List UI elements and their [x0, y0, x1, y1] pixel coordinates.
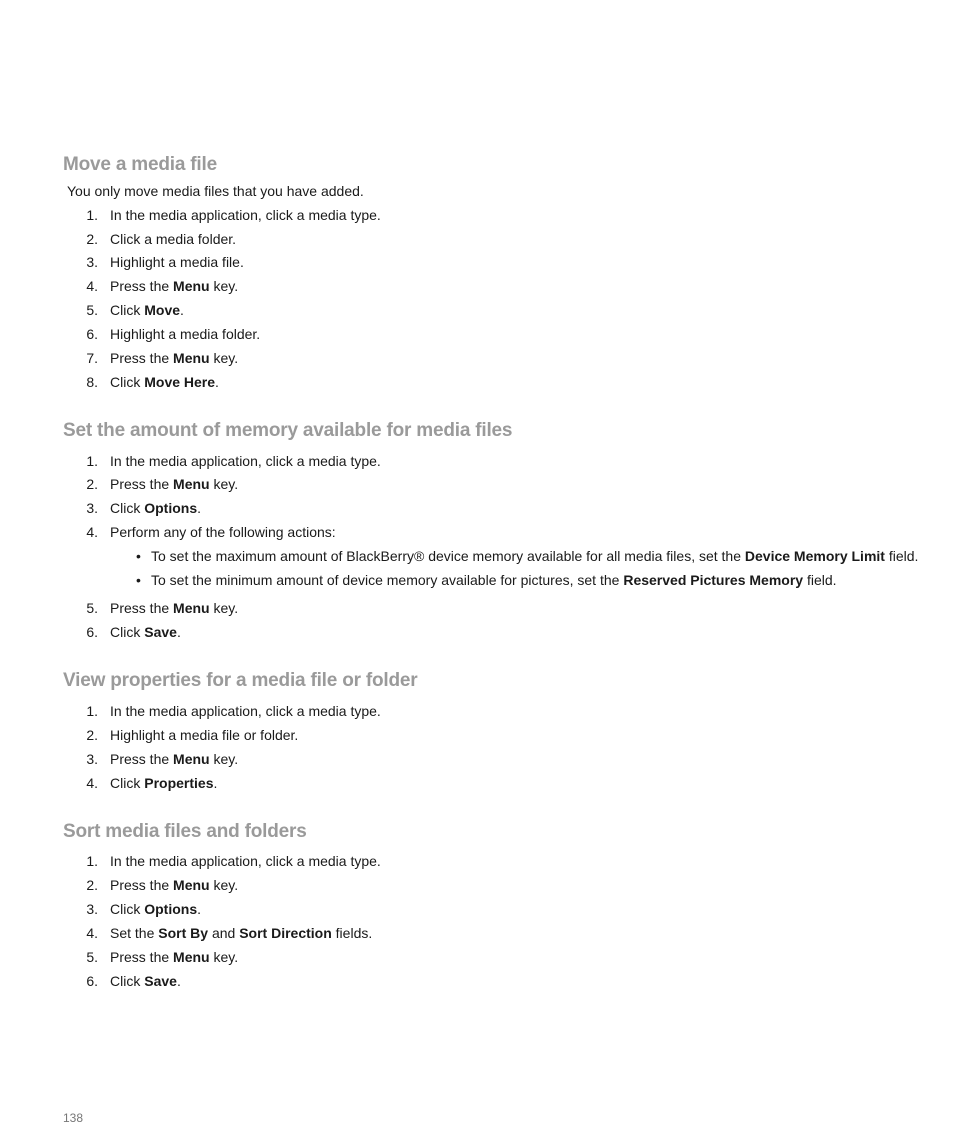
text-run: Press the	[110, 949, 174, 965]
ui-term: Menu	[173, 751, 210, 767]
text-run: key.	[209, 476, 239, 492]
step-number: 1.	[86, 453, 98, 469]
text-run: key.	[209, 751, 239, 767]
step-number: 3.	[86, 500, 98, 516]
step-number: 6.	[86, 326, 98, 342]
step-number: 4.	[86, 278, 98, 294]
text-run: Press the	[110, 751, 174, 767]
step-number: 2.	[86, 727, 98, 743]
text-run: .	[197, 901, 202, 917]
text-run: Click	[110, 973, 145, 989]
step-number: 3.	[86, 751, 98, 767]
step-number: 2.	[86, 877, 98, 893]
text-run: Press the	[110, 877, 174, 893]
ui-term: Menu	[173, 600, 210, 616]
ui-term: Reserved Pictures Memory	[623, 572, 804, 588]
section-heading-set-memory: Set the amount of memory available for media files	[63, 420, 513, 441]
bullet-icon: •	[136, 548, 141, 564]
text-run: field.	[803, 572, 837, 588]
step-text	[110, 302, 184, 318]
step-text	[110, 901, 201, 917]
step-text	[110, 326, 260, 342]
text-run: Click	[110, 624, 145, 640]
text-run: .	[213, 775, 218, 791]
step-number: 6.	[86, 973, 98, 989]
text-run: .	[215, 374, 219, 390]
text-run: key.	[209, 949, 239, 965]
step-number: 5.	[86, 302, 98, 318]
text-run: Press the	[110, 350, 174, 366]
text-run: In the media application, click a media type.	[110, 453, 381, 469]
ui-term: Menu	[173, 877, 210, 893]
step-text	[110, 751, 238, 767]
text-run: Highlight a media file.	[110, 254, 244, 270]
step-text	[110, 853, 381, 869]
text-run: Click a media folder.	[110, 231, 237, 247]
step-number: 4.	[86, 775, 98, 791]
step-text	[110, 350, 238, 366]
text-run: .	[197, 500, 202, 516]
step-text	[110, 727, 298, 743]
ui-term: Properties	[144, 775, 214, 791]
text-run: Press the	[110, 278, 174, 294]
ui-term: Options	[144, 500, 198, 516]
ui-term: Move	[144, 302, 181, 318]
step-number: 3.	[86, 901, 98, 917]
step-text	[110, 775, 217, 791]
step-number: 1.	[86, 853, 98, 869]
bullet-text	[151, 572, 837, 588]
text-run: .	[176, 624, 181, 640]
text-run: In the media application, click a media type.	[110, 207, 381, 223]
step-text	[110, 949, 238, 965]
step-text	[110, 600, 238, 616]
section-heading-sort-media: Sort media files and folders	[63, 821, 307, 842]
step-number: 7.	[86, 350, 98, 366]
ui-term: Options	[144, 901, 198, 917]
bullet-icon: •	[136, 572, 141, 588]
text-run: Press the	[110, 600, 174, 616]
text-run: key.	[209, 350, 239, 366]
text-run: In the media application, click a media type.	[110, 703, 381, 719]
text-run: key.	[209, 877, 239, 893]
section-heading-move-media-file: Move a media file	[63, 154, 217, 175]
text-run: .	[176, 973, 181, 989]
text-run: To set the minimum amount of device memory available for pictures, set the	[151, 572, 624, 588]
text-run: and	[208, 925, 240, 941]
text-run: .	[180, 302, 184, 318]
ui-term: Menu	[173, 350, 210, 366]
section-heading-view-properties: View properties for a media file or folder	[63, 670, 418, 691]
bullet-text	[151, 548, 918, 564]
ui-term: Move Here	[144, 374, 216, 390]
step-text	[110, 925, 372, 941]
step-text	[110, 877, 238, 893]
text-run: Click	[110, 901, 145, 917]
step-text	[110, 973, 181, 989]
step-text	[110, 207, 381, 223]
step-number: 1.	[86, 703, 98, 719]
text-run: In the media application, click a media type.	[110, 853, 381, 869]
text-run: Press the	[110, 476, 174, 492]
step-text	[110, 278, 238, 294]
step-number: 8.	[86, 374, 98, 390]
step-text	[110, 524, 336, 540]
step-number: 2.	[86, 476, 98, 492]
step-text	[110, 453, 381, 469]
text-run: Highlight a media file or folder.	[110, 727, 299, 743]
step-text	[110, 374, 219, 390]
step-number: 2.	[86, 231, 98, 247]
ui-term: Menu	[173, 949, 210, 965]
ui-term: Save	[144, 973, 177, 989]
step-number: 5.	[86, 949, 98, 965]
text-run: Click	[110, 500, 145, 516]
step-text	[110, 231, 236, 247]
text-run: key.	[209, 278, 239, 294]
section-intro: You only move media files that you have added.	[67, 183, 364, 199]
ui-term: Menu	[173, 476, 210, 492]
ui-term: Device Memory Limit	[744, 548, 885, 564]
step-number: 5.	[86, 600, 98, 616]
step-number: 3.	[86, 254, 98, 270]
text-run: Click	[110, 302, 145, 318]
ui-term: Sort Direction	[239, 925, 332, 941]
step-text	[110, 500, 201, 516]
text-run: Perform any of the following actions:	[110, 524, 336, 540]
step-text	[110, 254, 244, 270]
ui-term: Menu	[173, 278, 210, 294]
text-run: Set the	[110, 925, 159, 941]
ui-term: Save	[144, 624, 177, 640]
text-run: fields.	[331, 925, 373, 941]
text-run: Click	[110, 374, 145, 390]
step-number: 1.	[86, 207, 98, 223]
text-run: key.	[209, 600, 239, 616]
text-run: Click	[110, 775, 145, 791]
step-number: 4.	[86, 925, 98, 941]
step-text	[110, 624, 181, 640]
text-run: field.	[884, 548, 919, 564]
step-number: 4.	[86, 524, 98, 540]
text-run: Highlight a media folder.	[110, 326, 261, 342]
ui-term: Sort By	[158, 925, 209, 941]
text-run: To set the maximum amount of BlackBerry® device memory available for all media files, set the	[151, 548, 745, 564]
step-text	[110, 703, 381, 719]
page-number: 138	[63, 1111, 84, 1125]
step-number: 6.	[86, 624, 98, 640]
step-text	[110, 476, 238, 492]
